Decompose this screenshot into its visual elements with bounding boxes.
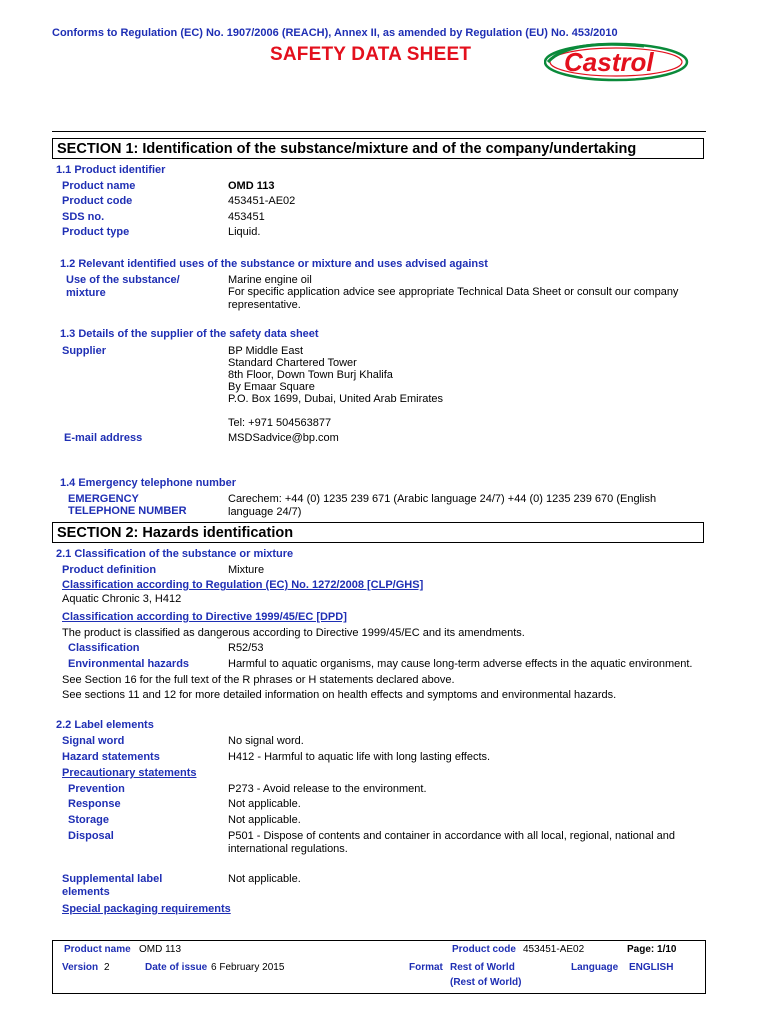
environmental-hazards-label: Environmental hazards [68,658,190,670]
signal-word-value: No signal word. [228,735,304,747]
regulation-line: Conforms to Regulation (EC) No. 1907/2006 (REACH), Annex II, as amended by Regulation (EU) No. 453/2010 [52,27,618,39]
subsection-2-1-title: 2.1 Classification of the substance or mixture [56,548,294,560]
sections-11-12-note: See sections 11 and 12 for more detailed information on health effects and symptoms and environmental hazards. [62,689,617,701]
product-definition-value: Mixture [228,564,265,576]
supplier-line-2: Standard Chartered Tower [228,357,357,369]
footer-format-line-2: (Rest of World) [450,977,522,988]
signal-word-label: Signal word [62,735,125,747]
sds-no-value: 453451 [228,211,265,223]
product-definition-label: Product definition [62,564,157,576]
product-name-label: Product name [62,180,136,192]
email-label: E-mail address [64,432,143,444]
supplemental-label-line-2: elements [62,886,110,898]
footer-version-label: Version [62,962,99,973]
castrol-logo [544,40,692,82]
dpd-classification-text: The product is classified as dangerous according to Directive 1999/45/EC and its amendments. [62,627,525,639]
footer-language: ENGLISH [629,962,674,973]
product-type-value: Liquid. [228,226,261,238]
response-value: Not applicable. [228,798,301,810]
subsection-2-2-title: 2.2 Label elements [56,719,154,731]
use-label-line-1: Use of the substance/ [66,274,180,286]
hazard-statements-value: H412 - Harmful to aquatic life with long lasting effects. [228,751,491,763]
dpd-classification-link[interactable]: Classification according to Directive 1999/45/EC [DPD] [62,611,347,623]
precautionary-statements-link[interactable]: Precautionary statements [62,767,197,779]
castrol-logo-icon [544,40,692,82]
supplemental-value: Not applicable. [228,873,301,885]
product-name-value: OMD 113 [228,180,275,192]
product-type-label: Product type [62,226,130,238]
storage-value: Not applicable. [228,814,301,826]
environmental-hazards-value: Harmful to aquatic organisms, may cause long-term adverse effects in the aquatic environment. [228,658,693,670]
subsection-1-3-title: 1.3 Details of the supplier of the safety data sheet [60,328,319,340]
supplier-line-1: BP Middle East [228,345,304,357]
supplier-tel: Tel: +971 504563877 [228,417,332,429]
clp-classification-value: Aquatic Chronic 3, H412 [62,593,182,605]
footer-format-label: Format [409,962,443,973]
emergency-label-line-2: TELEPHONE NUMBER [68,505,187,517]
footer-product-code: 453451-AE02 [523,944,585,955]
use-value-1: Marine engine oil [228,274,312,286]
supplemental-label-line-1: Supplemental label [62,873,163,885]
use-value-2: For specific application advice see appropriate Technical Data Sheet or consult our company representative. [228,286,679,311]
footer-version: 2 [104,962,110,973]
classification-label: Classification [68,642,140,654]
storage-label: Storage [68,814,109,826]
response-label: Response [68,798,121,810]
disposal-value: P501 - Dispose of contents and container in accordance with all local, regional, national and international regulations. [228,830,675,855]
footer-page: Page: 1/10 [627,944,677,955]
svg-text:Castrol: Castrol [564,47,654,77]
product-code-value: 453451-AE02 [228,195,296,207]
supplier-label: Supplier [62,345,107,357]
subsection-1-2-title: 1.2 Relevant identified uses of the substance or mixture and uses advised against [60,258,488,270]
footer-product-name-label: Product name [64,944,131,955]
sds-no-label: SDS no. [62,211,105,223]
classification-value: R52/53 [228,642,264,654]
footer-date: 6 February 2015 [211,962,285,973]
subsection-1-1-title: 1.1 Product identifier [56,164,166,176]
supplier-line-5: P.O. Box 1699, Dubai, United Arab Emirates [228,393,444,405]
footer-date-label: Date of issue [145,962,208,973]
subsection-1-4-title: 1.4 Emergency telephone number [60,477,237,489]
disposal-label: Disposal [68,830,114,842]
hazard-statements-label: Hazard statements [62,751,160,763]
prevention-value: P273 - Avoid release to the environment. [228,783,427,795]
footer-language-label: Language [571,962,619,973]
email-value[interactable]: MSDSadvice@bp.com [228,432,339,444]
document-title: SAFETY DATA SHEET [270,44,472,65]
prevention-label: Prevention [68,783,125,795]
section-1-title: SECTION 1: Identification of the substance/mixture and of the company/undertaking [52,138,704,159]
special-packaging-link[interactable]: Special packaging requirements [62,903,231,915]
clp-classification-link[interactable]: Classification according to Regulation (EC) No. 1272/2008 [CLP/GHS] [62,579,424,591]
header-divider [52,131,706,132]
supplier-line-4: By Emaar Square [228,381,315,393]
footer-product-code-label: Product code [452,944,516,955]
emergency-value: Carechem: +44 (0) 1235 239 671 (Arabic language 24/7) +44 (0) 1235 239 670 (English language 24/7) [228,493,657,518]
footer-format-line-1: Rest of World [450,962,515,973]
footer-product-name: OMD 113 [139,944,182,955]
section-16-note: See Section 16 for the full text of the R phrases or H statements declared above. [62,674,455,686]
use-label-line-2: mixture [66,287,106,299]
product-code-label: Product code [62,195,133,207]
section-2-title: SECTION 2: Hazards identification [52,522,704,543]
emergency-label-line-1: EMERGENCY [68,493,139,505]
supplier-line-3: 8th Floor, Down Town Burj Khalifa [228,369,393,381]
